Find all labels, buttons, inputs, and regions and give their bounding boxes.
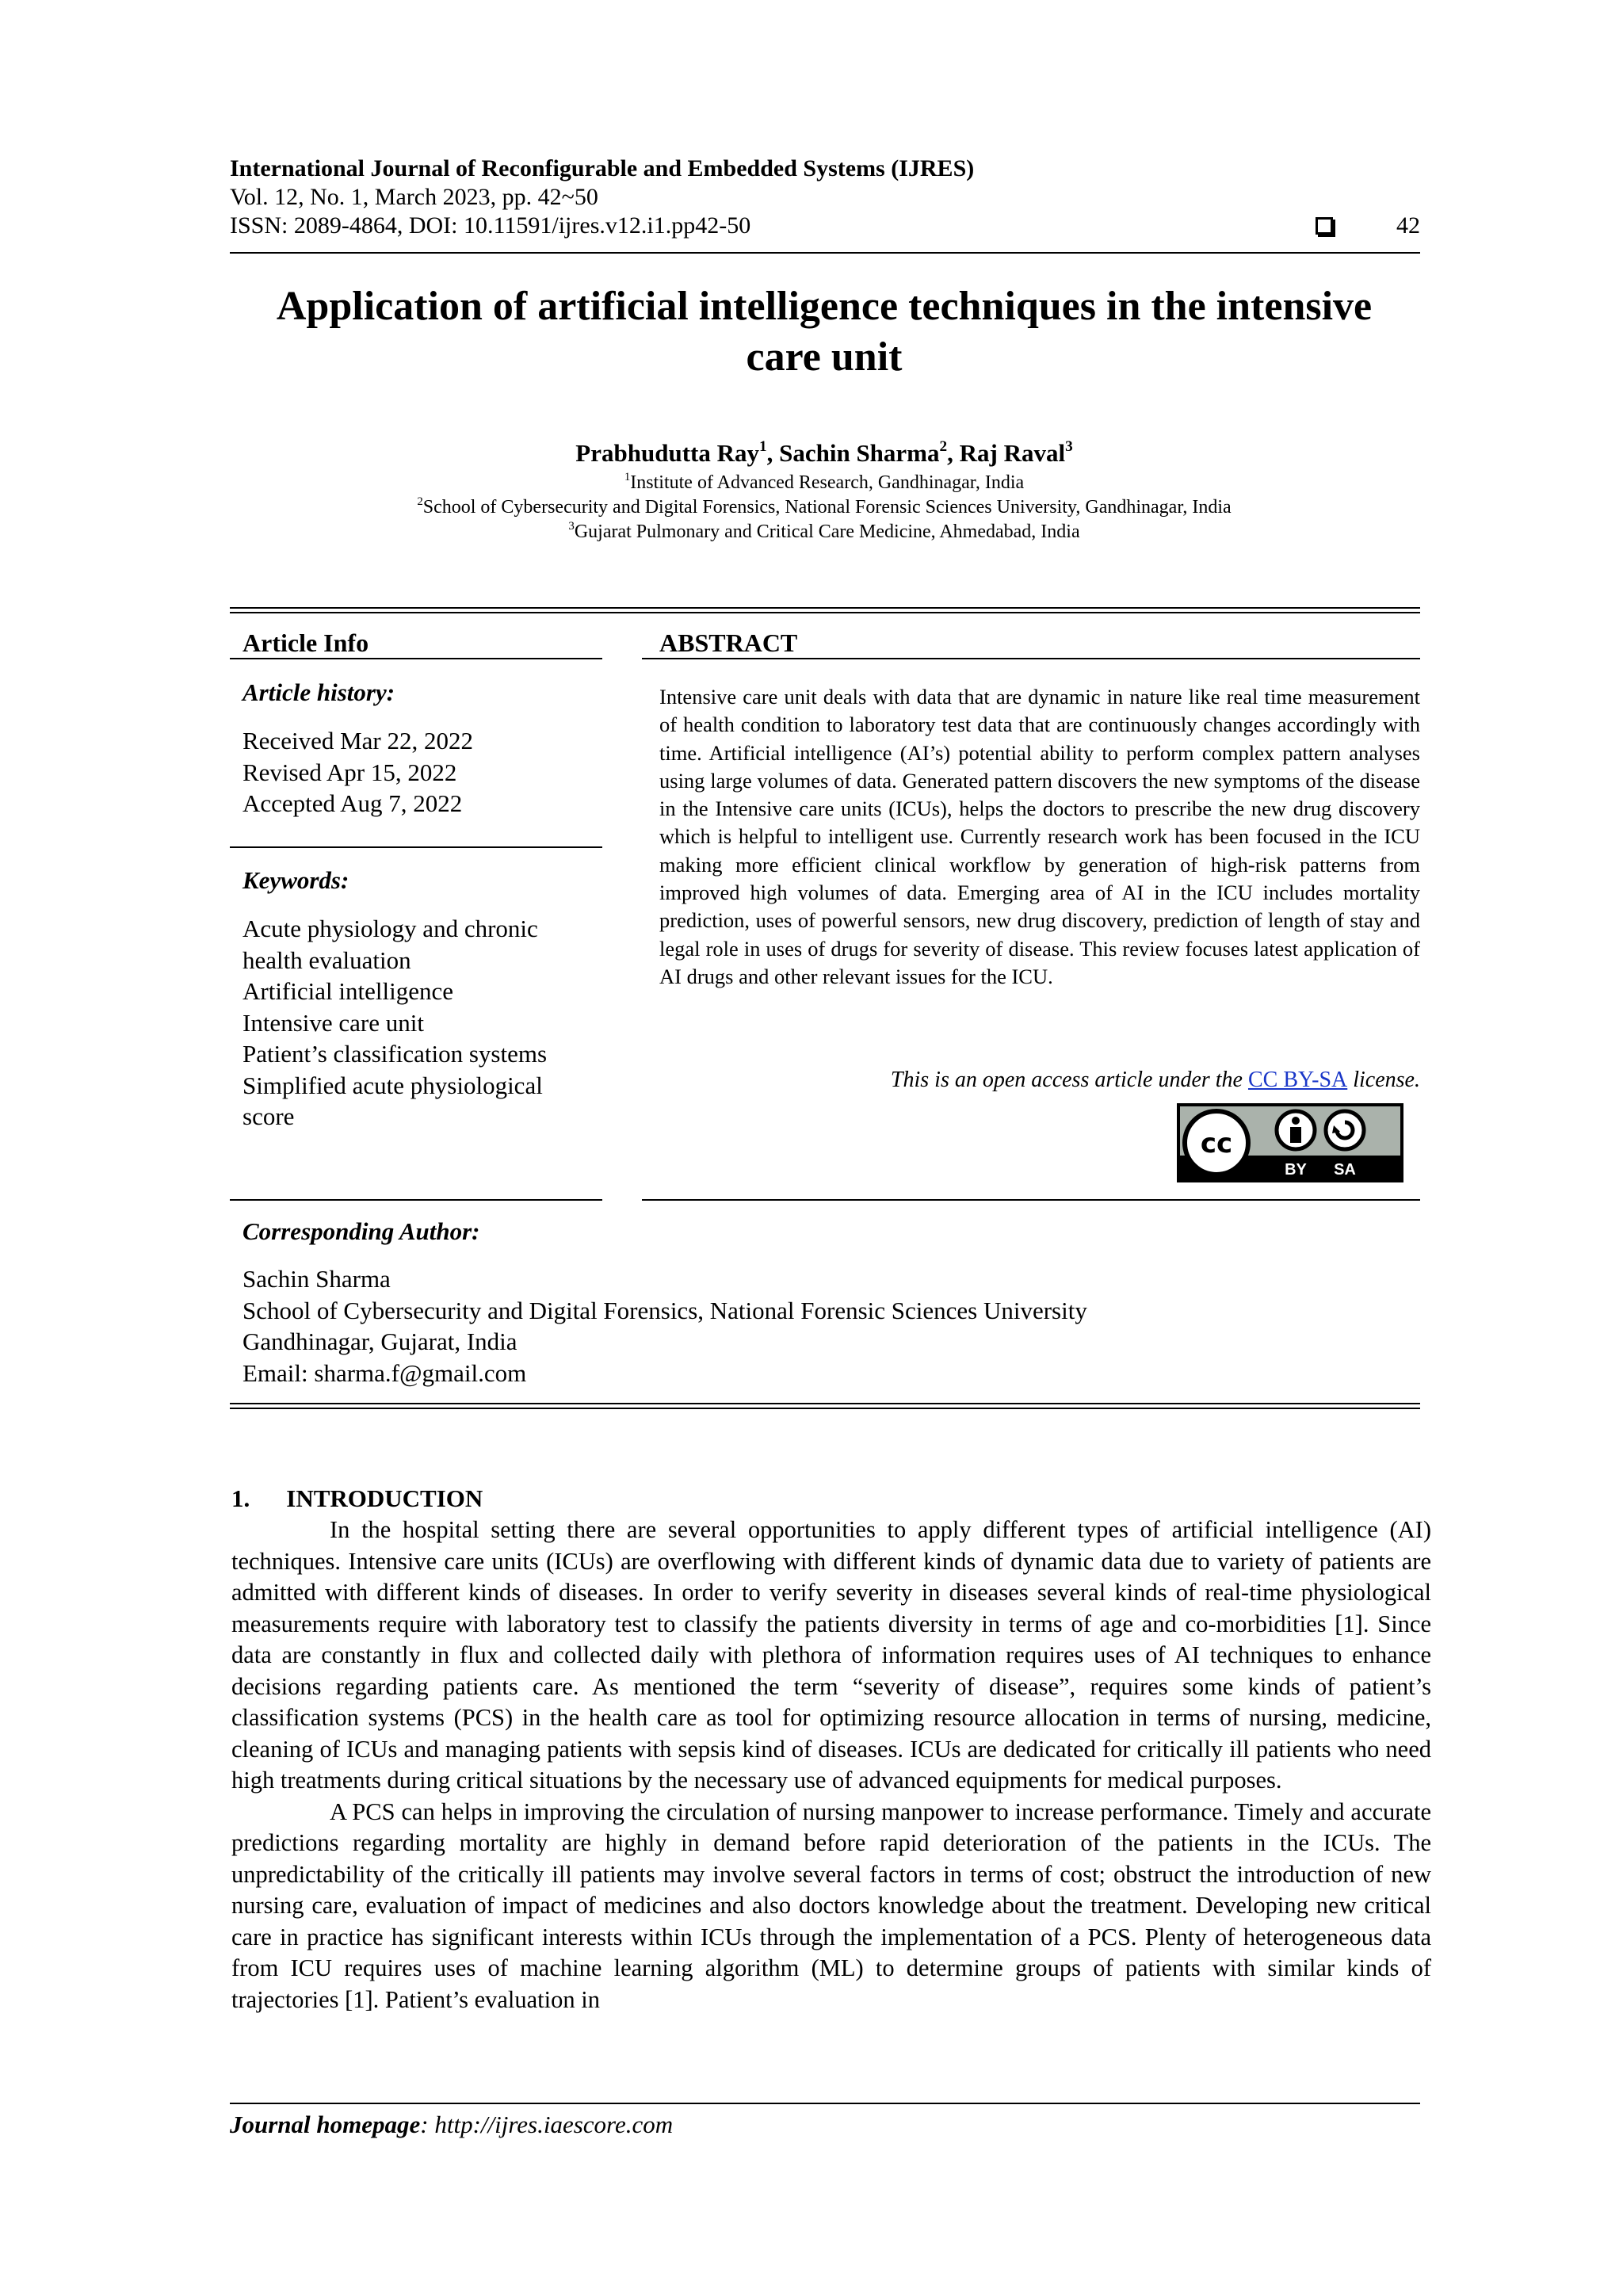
revised-date: Revised Apr 15, 2022 [242, 758, 457, 786]
affiliation-2: $^2$School of Cybersecurity and Digital Forensics, National Forensic Sciences University, Gandhinagar, India [417, 495, 1232, 518]
square-bullet-icon [1316, 217, 1333, 235]
paper-title: Application of artificial intelligence techniques in the intensive care unit [276, 284, 1373, 380]
affiliation-3: $^3$Gujarat Pulmonary and Critical Care Medicine, Ahmedabad, India [568, 519, 1080, 542]
author-1: Prabhudutta Ray [575, 439, 759, 467]
info-box-bottom-rule-2 [230, 1408, 1420, 1409]
author-2: Sachin Sharma [779, 439, 940, 467]
accepted-date: Accepted Aug 7, 2022 [242, 789, 463, 817]
cc-by-sa-badge[interactable] [1177, 1103, 1403, 1182]
keywords-rule [230, 1199, 602, 1201]
paragraph: In the hospital setting there are several opportunities to apply different types of artificial intelligence (AI) techniques. Intensive care units (ICUs) are overflowing with different kinds of dynamic data due to variety of patients are admitted with different kinds of diseases. In order to verify severity in diseases several kinds of real-time physiological measurements require with laboratory test to classify the patients diversity in terms of age and co-morbidities [1]. Since data are constantly in flux and collected daily with plethora of information requires uses of AI techniques to enhance decisions regarding patients care. As mentioned the term “severity of disease”, requires some kinds of patient’s classification systems (PCS) in the health care as tool for optimizing resource allocation in terms of nursing, medicine, cleaning of ICUs and managing patients with sepsis kind of diseases. ICUs are dedicated for critically ill patients who need high treatments during critical situations by the necessary use of advanced equipments for medical purposes. [231, 1516, 1431, 1794]
corresponding-author-details [242, 1263, 1087, 1389]
keyword-list [242, 913, 547, 1133]
paragraph: A PCS can helps in improving the circulation of nursing manpower to increase performance. Timely and accurate predictions regarding mortality are highly in demand before rapid deterioration of the patients in the ICUs. The unpredictability of the critically ill patients may involve several factors in terms of cost; obstruct the introduction of new nursing care, evaluation of impact of medicines and also doctors knowledge about the treatment. Developing new critical care in practice has significant interests within ICUs through the implementation of a PCS. Plenty of heterogeneous data from ICU requires uses of machine learning algorithm (ML) to determine groups of patients with similar kinds of trajectories [1]. Patient’s evaluation in [231, 1797, 1431, 2013]
introduction-body [231, 1515, 1431, 2015]
author-list: Prabhudutta Ray$^1$, Sachin Sharma$^2$, Raj Raval$^3$ [575, 437, 1073, 467]
info-box-top-rule-2 [230, 612, 1420, 613]
article-info-rule [230, 658, 602, 659]
license-link[interactable]: CC BY-SA [1247, 1068, 1348, 1092]
corresponding-org: School of Cybersecurity and Digital Forensics, National Forensic Sciences University [242, 1296, 1087, 1324]
article-info-heading: Article Info [242, 628, 369, 657]
journal-homepage: Journal homepage: http://ijres.iaescore.com [230, 2111, 674, 2138]
keyword-line: Intensive care unit [242, 1008, 424, 1037]
article-history-heading: Article history: [242, 678, 395, 706]
svg-text:cc: cc [1200, 1128, 1233, 1159]
svg-text:SA: SA [1334, 1161, 1356, 1179]
abstract-rule [642, 658, 1420, 659]
history-rule [230, 846, 602, 848]
issn-line: ISSN: 2089-4864, DOI: 10.11591/ijres.v12.i1.pp42-50 [230, 212, 751, 239]
info-box-bottom-rule [230, 1403, 1420, 1404]
corresponding-author-heading: Corresponding Author: [242, 1217, 480, 1245]
header-rule [230, 252, 1420, 254]
abstract-bottom-rule [642, 1199, 1420, 1201]
journal-name: International Journal of Reconfigurable and Embedded Systems (IJRES) [230, 155, 975, 181]
received-date: Received Mar 22, 2022 [242, 727, 473, 755]
keyword-line: Simplified acute physiological [242, 1071, 543, 1099]
author-3: Raj Raval [959, 439, 1066, 467]
corresponding-email[interactable]: Email: sharma.f@gmail.com [242, 1358, 527, 1387]
abstract-heading: ABSTRACT [659, 628, 798, 657]
homepage-link[interactable]: : http://ijres.iaescore.com [420, 2111, 674, 2138]
keyword-line: Acute physiology and chronic [242, 915, 538, 942]
affiliation-1: $^1$Institute of Advanced Research, Gandhinagar, India [624, 470, 1025, 493]
cc-by-sa-icon [1177, 1103, 1403, 1182]
volume-line: Vol. 12, No. 1, March 2023, pp. 42~50 [230, 184, 598, 210]
corresponding-name: Sachin Sharma [242, 1265, 391, 1293]
corresponding-location: Gandhinagar, Gujarat, India [242, 1328, 517, 1355]
footer-rule [230, 2103, 1420, 2104]
keywords-heading: Keywords: [242, 866, 349, 894]
svg-text:BY: BY [1285, 1161, 1307, 1179]
section-heading-introduction: 1. INTRODUCTION [231, 1484, 483, 1512]
keyword-line: health evaluation [242, 946, 411, 974]
keyword-line: Artificial intelligence [242, 977, 453, 1005]
keyword-line: Patient’s classification systems [242, 1040, 548, 1068]
info-box-top-rule [230, 607, 1420, 609]
article-history [242, 725, 473, 819]
abstract-text: Intensive care unit deals with data that are dynamic in nature like real time measurement of health condition to laboratory test data that are continuously changes accordingly with time. Artificial intelligence (AI’s) potential ability to perform complex pattern analyses using large volumes of data. Generated pattern discovers the new symptoms of the disease in the Intensive care units (ICUs), helps the doctors to prescribe the new drug discovery which is helpful to intelligent use. Currently research work has been focused in the ICU making more efficient clinical workflow by generation of high-risk patterns from improved high volumes of data. Emerging area of AI in the ICU includes mortality prediction, uses of powerful sensors, new drug discovery, prediction of length of stay and legal role in uses of drugs for severity of disease. This review focuses latest application of AI drugs and other relevant issues for the ICU. [659, 685, 1420, 988]
keyword-line: score [242, 1102, 295, 1130]
page-number: 42 [1396, 212, 1420, 239]
open-access-note: This is an open access article under the CC BY-SA license. [890, 1068, 1420, 1092]
